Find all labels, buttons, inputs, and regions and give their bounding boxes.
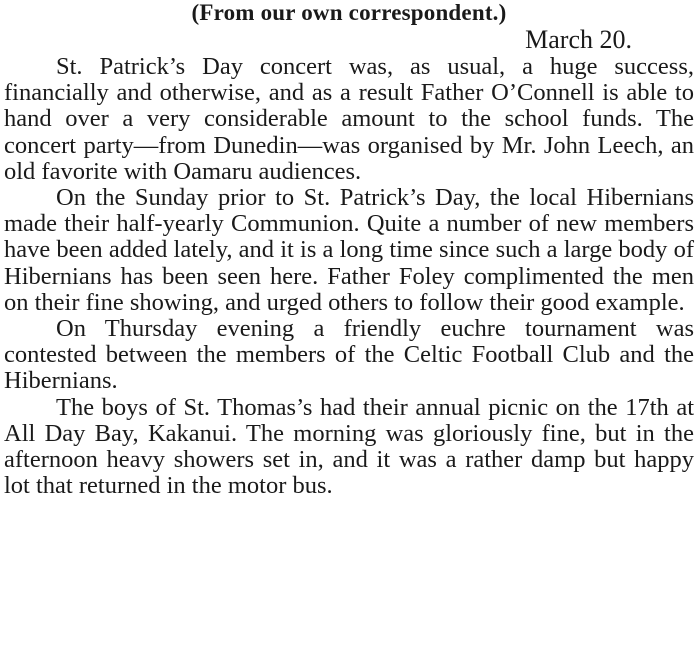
paragraph-hibernians-communion: On the Sunday prior to St. Patrick’s Day, the local Hibernians made their half-yearly Communion. Quite a number of new members have been added lately, and it is a long time since such a large body of Hibernians has been seen here. Father Foley complimented the men on their fine showing, and urged others to follow their good example. <box>4 184 694 316</box>
paragraph-concert: St. Patrick’s Day concert was, as usual, a huge success, financially and otherwise, and as a result Father O’Connell is able to hand over a very considerable amount to the school funds. The concert party—from Dunedin—was organised by Mr. John Leech, an old favorite with Oamaru audiences. <box>4 53 694 185</box>
paragraph-picnic: The boys of St. Thomas’s had their annual picnic on the 17th at All Day Bay, Kakanui. The morning was gloriously fine, but in the afternoon heavy showers set in, and it was a rather damp but happy lot that returned in the motor bus. <box>4 393 694 500</box>
paragraph-euchre-tournament: On Thursday evening a friendly euchre tournament was contested between the members of the Celtic Football Club and the Hibernians. <box>4 315 694 395</box>
dateline: March 20. <box>525 25 632 54</box>
byline: (From our own correspondent.) <box>191 0 507 25</box>
